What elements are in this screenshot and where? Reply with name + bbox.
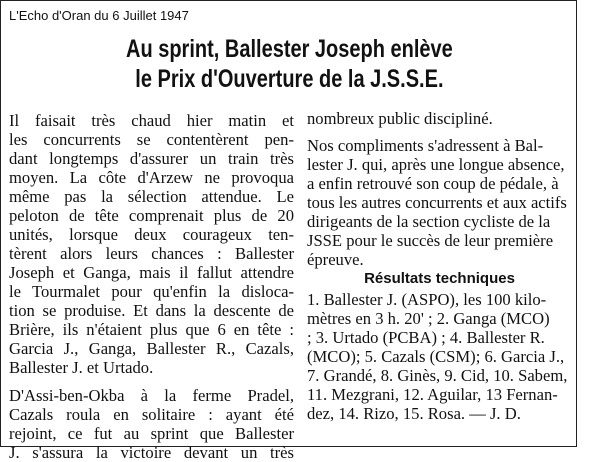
text-line: Garcia J., Ganga, Ballester R., Cazals,	[9, 339, 294, 358]
text-line: 11. Mezgrani, 12. Aguilar, 13 Fernan-	[307, 385, 558, 404]
text-line: 1. Ballester J. (ASPO), les 100 kilo-	[307, 290, 547, 309]
text-line: dant longtemps d'assurer un train très	[9, 149, 294, 168]
text-line: mètres en 3 h. 20' ; 2. Ganga (MCO)	[307, 309, 550, 328]
headline-line-2: le Prix d'Ouverture de la J.S.S.E.	[135, 65, 444, 93]
text-line: 7. Grandé, 8. Ginès, 9. Cid, 10. Sabem,	[307, 366, 568, 385]
text-line: tion se produise. Et dans la descente de	[9, 301, 294, 320]
text-line: (MCO); 5. Cazals (CSM); 6. Garcia J.,	[307, 347, 565, 366]
newspaper-source-line: L'Echo d'Oran du 6 Juillet 1947	[9, 8, 189, 23]
text-line: Joseph et Ganga, mais il fallut attendre	[9, 263, 294, 282]
results-list	[307, 290, 607, 423]
text-line: JSSE pour le succès de leur première	[307, 231, 554, 250]
text-line: Nos compliments s'adressent à Bal-	[307, 136, 544, 155]
text-line: a enfin retrouvé son coup de pédale, à	[307, 174, 559, 193]
text-line: le Tourmalet pour qu'enfin la disloca-	[9, 282, 294, 301]
text-line: dirigeants de la section cycliste de la	[307, 212, 551, 231]
text-line: Ballester J. et Urtado.	[9, 358, 154, 377]
right-paragraph-1	[307, 109, 607, 128]
text-line: ; 3. Urtado (PCBA) ; 4. Ballester R.	[307, 328, 545, 347]
right-paragraph-2	[307, 136, 607, 269]
text-line: rejoint, ce fut au sprint que Ballester	[9, 424, 294, 443]
text-line: Il faisait très chaud hier matin et	[9, 111, 294, 130]
paragraph-gap	[9, 377, 294, 386]
text-line: les concurrents se contentèrent pen-	[9, 130, 294, 149]
text-line: même pas la sélection attendue. Le	[9, 187, 294, 206]
text-line: J. s'assura la victoire devant un très	[9, 443, 294, 462]
text-line: dez, 14. Rizo, 15. Rosa. — J. D.	[307, 404, 521, 423]
text-line: moyen. La côte d'Arzew ne provoqua	[9, 168, 294, 187]
article-headline	[59, 34, 521, 94]
left-paragraph-2	[9, 386, 294, 462]
text-line: Cazals roula en solitaire : ayant été	[9, 405, 294, 424]
text-line: D'Assi-ben-Okba à la ferme Pradel,	[9, 386, 294, 405]
left-paragraph-1	[9, 111, 294, 377]
results-heading: Résultats techniques	[364, 270, 515, 287]
text-line: nombreux public discipliné.	[307, 109, 493, 128]
text-line: Brière, ils n'étaient plus que 6 en tête :	[9, 320, 294, 339]
headline-line-1: Au sprint, Ballester Joseph enlève	[125, 35, 453, 63]
left-column	[9, 111, 294, 462]
paragraph-gap	[307, 128, 607, 136]
text-line: lester J. qui, après une longue absence,	[307, 155, 565, 174]
text-line: tous les autres concurrents et aux actifs	[307, 193, 567, 212]
text-line: unités, lorsque deux courageux ten-	[9, 225, 294, 244]
text-line: épreuve.	[307, 250, 364, 269]
text-line: peloton de tête comprenait plus de 20	[9, 206, 294, 225]
right-column	[307, 109, 607, 423]
text-line: tèrent alors leurs chances : Ballester	[9, 244, 294, 263]
